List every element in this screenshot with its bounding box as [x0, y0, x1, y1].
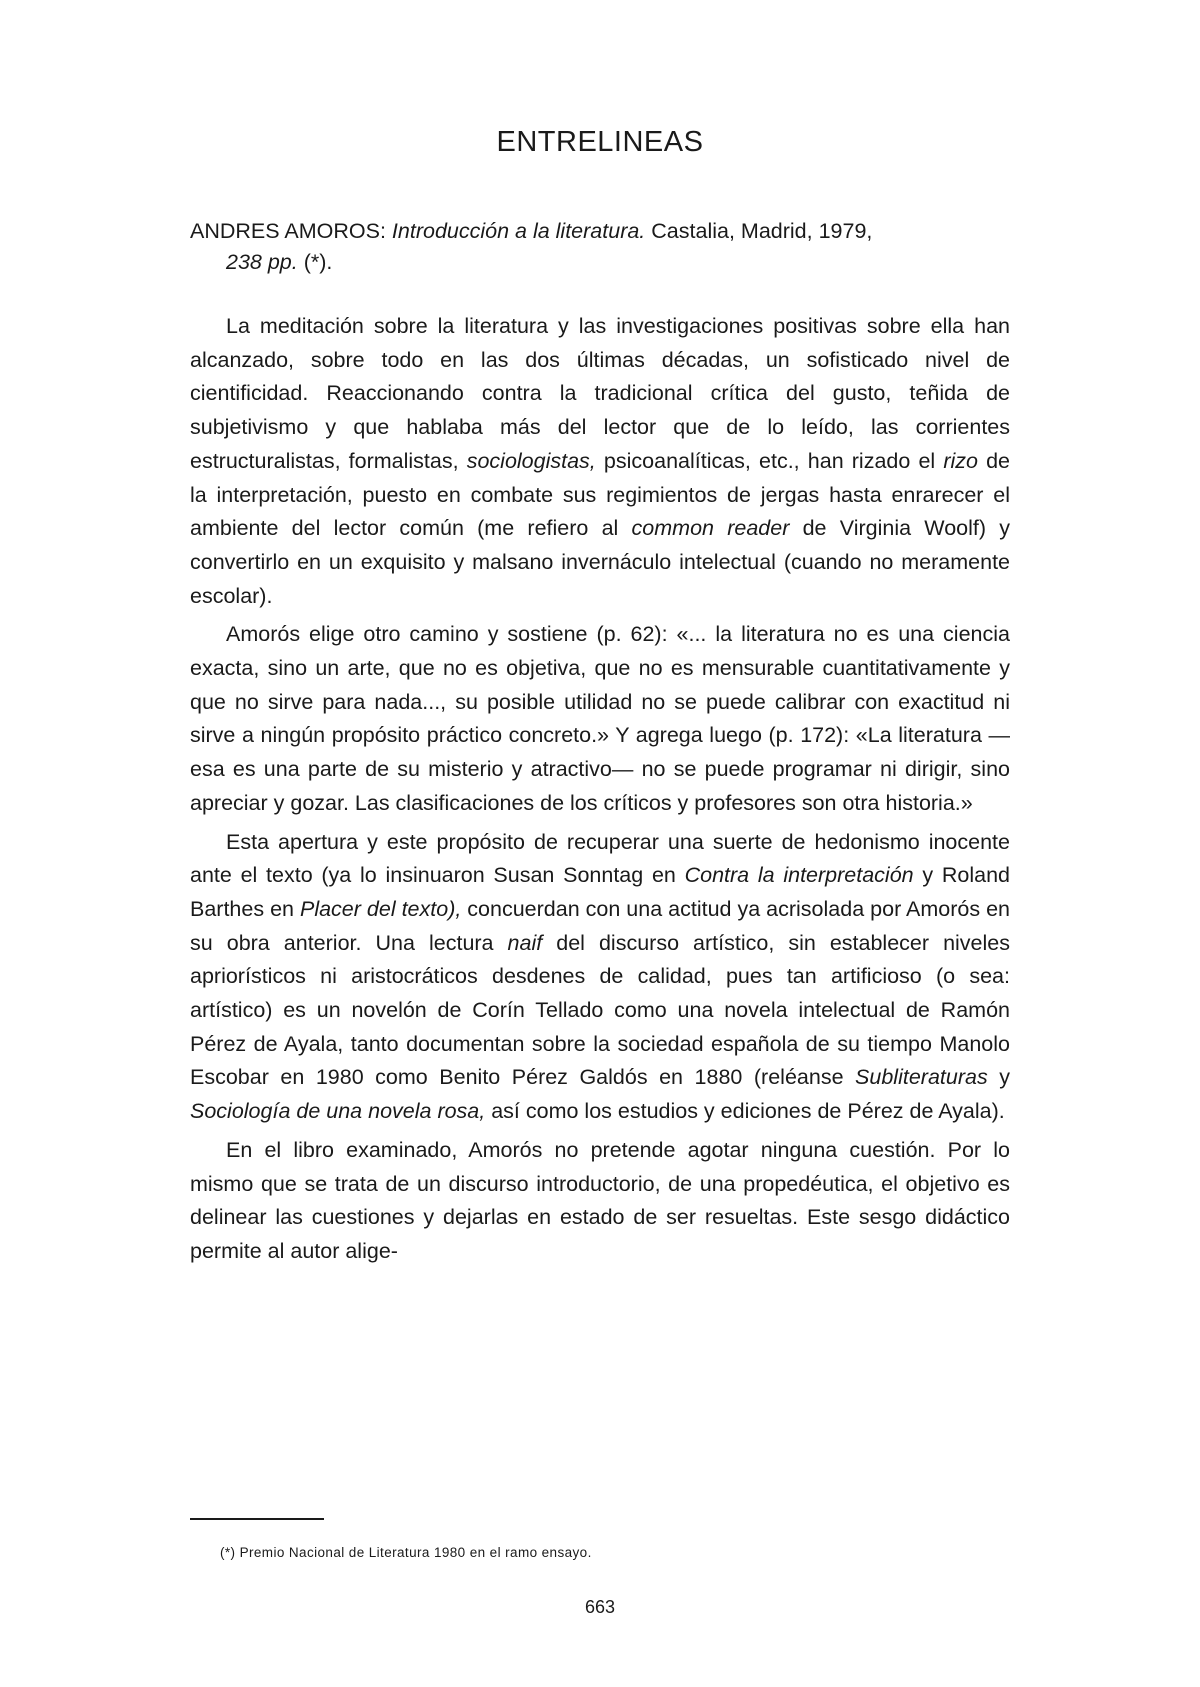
text-run: así como los estudios y ediciones de Pérez de Ayala).	[485, 1099, 1005, 1124]
citation-note-mark: (*).	[303, 250, 333, 274]
citation-pages: 238 pp.	[226, 250, 298, 274]
text-run: psicoanalíticas, etc., han rizado el	[595, 448, 944, 473]
paragraph	[190, 618, 1010, 820]
text-run: y Roland Barthes en	[190, 863, 1010, 921]
italic-text-run: rizo	[943, 448, 978, 473]
paragraph	[190, 826, 1010, 1129]
text-run: de Virginia Woolf) y convertirlo en un exquisito y malsano invernáculo intelectual (cuando no meramente escolar).	[190, 516, 1010, 608]
page-title: ENTRELINEAS	[496, 126, 704, 158]
footnote: (*) Premio Nacional de Literatura 1980 en el ramo ensayo.	[220, 1545, 592, 1560]
paragraph	[190, 1134, 1010, 1269]
text-run: de la interpretación, puesto en combate sus regimientos de jergas hasta enrarecer el ambiente del lector común (me refiero al	[190, 448, 1011, 541]
book-citation	[190, 216, 1010, 278]
text-run: y	[987, 1065, 1010, 1090]
text-run: En el libro examinado, Amorós no pretende agotar ninguna cuestión. Por lo mismo que se trata de un discurso introductorio, de una propedéutica, el objetivo es delinear las cuestiones y dejarlas en estado de ser resueltas. Este sesgo didáctico permite al autor alige-	[190, 1137, 1010, 1263]
page-number: 663	[584, 1597, 616, 1617]
text-run: La meditación sobre la literatura y las investigaciones positivas sobre ella han alcanzado, sobre todo en las dos últimas décadas, un sofisticado nivel de cientificidad. Reaccionando contra la tradicional crítica del gusto, teñida de subjetivismo y que hablaba más del lector que de lo leído, las corrientes estructuralistas, formalistas,	[190, 314, 1010, 473]
footnote-divider	[190, 1518, 324, 1520]
review-body	[190, 310, 1010, 1269]
italic-text-run: Sociología de una novela rosa,	[190, 1099, 486, 1124]
citation-publisher: Castalia, Madrid, 1979,	[651, 219, 873, 243]
italic-text-run: naif	[507, 930, 543, 955]
italic-text-run: Placer del texto),	[299, 896, 462, 921]
text-run: del discurso artístico, sin establecer niveles apriorísticos ni aristocráticos desdenes de calidad, pues tan artificioso (o sea: artístico) es un novelón de Corín Tellado como una novela intelectual de Ramón Pérez de Ayala, tanto documentan sobre la sociedad española de su tiempo Manolo Escobar en 1980 como Benito Pérez Galdós en 1880 (reléanse	[190, 930, 1010, 1090]
text-run: Amorós elige otro camino y sostiene (p. 62): «... la literatura no es una ciencia exacta, sino un arte, que no es objetiva, que no es mensurable cuantitativamente y que no sirve para nada..., su posible utilidad no se puede calibrar con exactitud ni sirve a ningún propósito práctico concreto.» Y agrega luego (p. 172): «La literatura —esa es una parte de su misterio y atractivo— no se puede programar ni dirigir, sino apreciar y gozar. Las clasificaciones de los críticos y profesores son otra historia.»	[190, 622, 1010, 815]
italic-text-run: common reader	[631, 516, 790, 541]
italic-text-run: Subliteraturas	[855, 1065, 988, 1090]
italic-text-run: Contra la interpretación	[684, 863, 914, 888]
citation-author: ANDRES AMOROS:	[190, 219, 386, 243]
text-run: Esta apertura y este propósito de recuperar una suerte de hedonismo inocente ante el texto (ya lo insinuaron Susan Sonntag en	[190, 829, 1010, 888]
paragraph	[190, 310, 1010, 613]
citation-book-title: Introducción a la literatura.	[391, 219, 646, 243]
text-run: concuerdan con una actitud ya acrisolada por Amorós en su obra anterior. Una lectura	[190, 896, 1010, 955]
italic-text-run: sociologistas,	[466, 448, 596, 473]
